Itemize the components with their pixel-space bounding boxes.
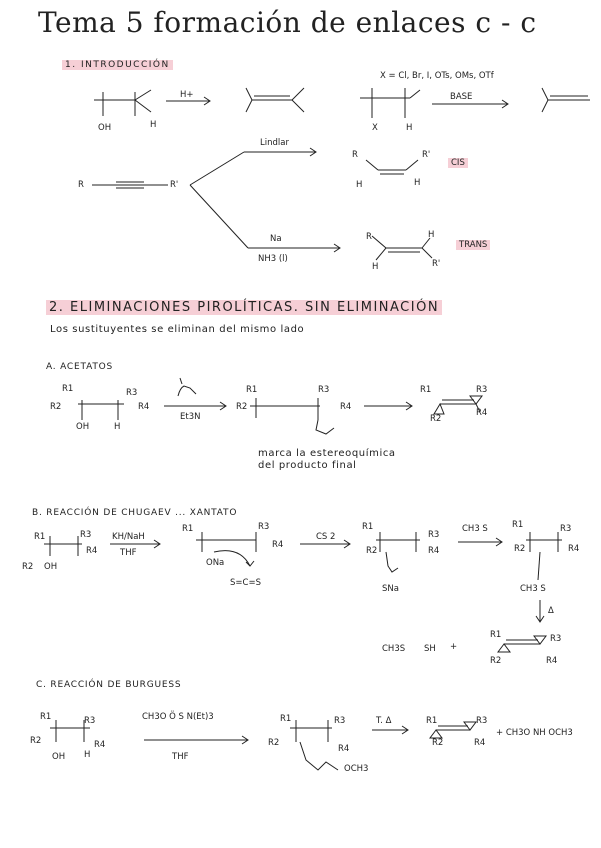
b5-r3: R3 [550,634,562,644]
label-r-alkyne: R [78,180,84,190]
a3-r3: R3 [476,385,488,395]
a3-r1: R1 [420,385,432,395]
label-r1-alkyne: R' [170,180,179,190]
b-sh: SH [424,644,436,654]
label-r1-trans: R' [432,259,441,269]
label-h-2: H [406,123,413,133]
intro-scheme [94,88,590,118]
label-trans: TRANS [456,240,490,250]
c-r3: R3 [84,716,96,726]
c2-r4: R4 [338,744,350,754]
b-r1: R1 [34,532,46,542]
b3-r4: R4 [428,546,440,556]
label-lindlar: Lindlar [260,138,289,148]
b-oh: OH [44,562,58,572]
b-ch3sh: CH3S [382,644,406,654]
c-t-delta: T. Δ [376,716,392,726]
b3-r1: R1 [362,522,374,532]
c-h: H [84,750,91,760]
b2-scs: S=C=S [230,578,261,588]
b-thf: THF [120,548,137,558]
b4-r2: R2 [514,544,526,554]
c-r4: R4 [94,740,106,750]
b2-r3: R3 [258,522,270,532]
label-h-cis-right: H [414,178,421,188]
c3-r3: R3 [476,716,488,726]
b5-r1: R1 [490,630,502,640]
a-r1: R1 [62,384,74,394]
b-ch3s: CH3 S [462,524,488,534]
c-oh: OH [52,752,66,762]
label-h: H [150,120,157,130]
label-r-cis: R [352,150,358,160]
b-cs2: CS 2 [316,532,336,542]
c2-r3: R3 [334,716,346,726]
b4-r3: R3 [560,524,572,534]
label-h-trans-bottom: H [372,262,379,272]
b2-r4: R4 [272,540,284,550]
a2-r1: R1 [246,385,258,395]
b-delta: Δ [548,606,554,616]
x-definition: X = Cl, Br, I, OTs, OMs, OTf [380,71,494,81]
b2-ona: ONa [206,558,225,568]
section-pyro-heading: 2. ELIMINACIONES PIROLÍTICAS. SIN ELIMINACIÓN [46,300,442,315]
a2-r3: R3 [318,385,330,395]
a-et3n: Et3N [180,412,201,422]
b3-sna: SNa [382,584,399,594]
a-r3: R3 [126,388,138,398]
section-pyro-note: Los sustituyentes se eliminan del mismo lado [50,324,305,335]
label-oh: OH [98,123,112,133]
label-nh3: NH3 (l) [258,254,288,264]
label-x: X [372,123,378,133]
subsection-c: C. REACCIÓN DE BURGUESS [36,680,182,690]
label-r1-cis: R' [422,150,431,160]
b4-r1: R1 [512,520,524,530]
c2-ch3: OCH3 [344,764,369,774]
b-plus: + [450,642,458,652]
label-h-cis-left: H [356,180,363,190]
label-h-plus: H+ [180,90,194,100]
section-intro-heading: 1. INTRODUCCIÓN [62,60,173,70]
subsection-a: A. ACETATOS [46,362,114,372]
label-cis: CIS [448,158,468,168]
b4-ch3s: CH3 S [520,584,546,594]
label-base: BASE [450,92,473,102]
c2-r1: R1 [280,714,292,724]
label-h-trans-top: H [428,230,435,240]
a2-r2: R2 [236,402,248,412]
c-r2: R2 [30,736,42,746]
c3-r1: R1 [426,716,438,726]
c3-r2: R2 [432,738,444,748]
c3-r4: R4 [474,738,486,748]
a-h: H [114,422,121,432]
b4-r4: R4 [568,544,580,554]
b2-r1: R1 [182,524,194,534]
burgess-scheme [50,720,476,770]
label-na: Na [270,234,282,244]
alkyne-scheme [92,148,435,260]
acetate-scheme [78,378,482,434]
b5-r2: R2 [490,656,502,666]
b-khnah: KH/NaH [112,532,145,542]
stereo-note-2: del producto final [258,460,357,471]
chugaev-scheme [44,532,562,652]
c-r1: R1 [40,712,52,722]
c-product: + CH3O NH OCH3 [496,728,573,738]
a3-r2: R2 [430,414,442,424]
page-title: Tema 5 formación de enlaces c - c [38,6,537,39]
b3-r3: R3 [428,530,440,540]
b-r4: R4 [86,546,98,556]
b-r3: R3 [80,530,92,540]
subsection-b: B. REACCIÓN DE CHUGAEV ... XANTATO [32,508,238,518]
a-r4: R4 [138,402,150,412]
c2-r2: R2 [268,738,280,748]
c-thf: THF [172,752,189,762]
b-r2: R2 [22,562,34,572]
label-r-trans: R [366,232,372,242]
a-r2: R2 [50,402,62,412]
a2-r4: R4 [340,402,352,412]
stereo-note-1: marca la estereoquímica [258,448,396,459]
b3-r2: R2 [366,546,378,556]
a3-r4: R4 [476,408,488,418]
b5-r4: R4 [546,656,558,666]
a-oh: OH [76,422,90,432]
c-reagent: CH3O Ö S N(Et)3 [142,712,214,722]
